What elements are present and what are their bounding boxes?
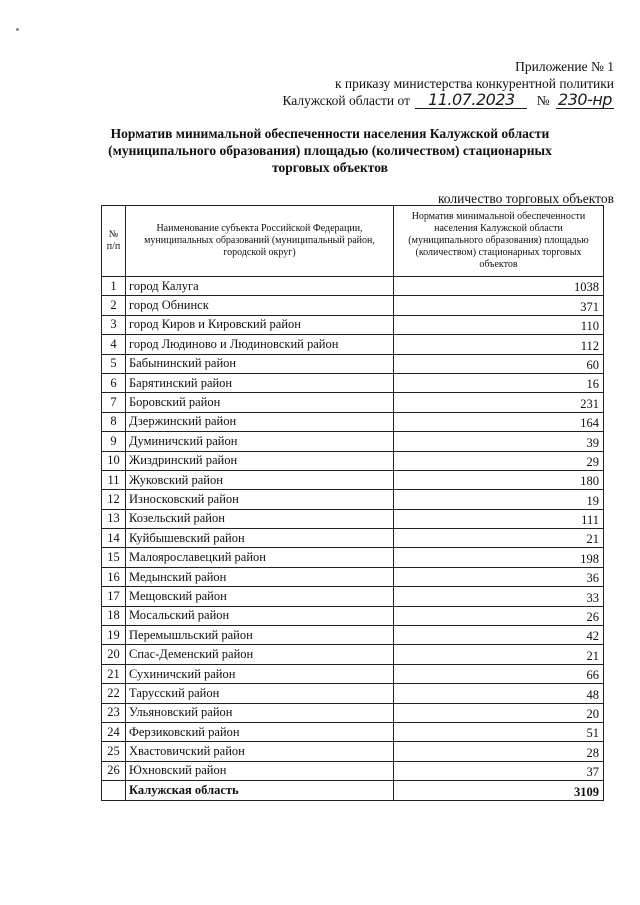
order-number: 230-нр [556,92,614,109]
row-name: Думиничский район [126,432,394,451]
table-row [102,587,604,606]
row-name: Мосальский район [126,606,394,625]
row-value: 66 [394,664,604,683]
table-row [102,432,604,451]
row-number: 16 [102,567,126,586]
row-number: 2 [102,296,126,315]
row-value: 42 [394,626,604,645]
row-name: Ферзиковский район [126,722,394,741]
table-row [102,354,604,373]
row-name: Перемышльский район [126,626,394,645]
row-name: Барятинский район [126,373,394,392]
row-value: 29 [394,451,604,470]
table-body [102,277,604,801]
row-value: 37 [394,761,604,780]
table-row [102,393,604,412]
row-name: Износковский район [126,490,394,509]
col-header-name: Наименование субъекта Российской Федерации, муниципальных образований (муниципальный район, городской округ) [126,206,394,277]
row-value: 39 [394,432,604,451]
row-value: 33 [394,587,604,606]
norms-table [101,205,604,801]
row-number: 20 [102,645,126,664]
row-number: 6 [102,373,126,392]
scan-speck [16,28,19,31]
row-value: 60 [394,354,604,373]
row-value: 21 [394,645,604,664]
row-name: город Людиново и Людиновский район [126,335,394,354]
row-name: Козельский район [126,509,394,528]
row-number: 13 [102,509,126,528]
row-value: 180 [394,470,604,489]
unit-label: количество торговых объектов [437,191,614,206]
table-row [102,470,604,489]
row-name: Куйбышевский район [126,529,394,548]
row-number: 21 [102,664,126,683]
row-number: 7 [102,393,126,412]
table-row [102,664,604,683]
row-name: Жиздринский район [126,451,394,470]
row-number: 10 [102,451,126,470]
table-row [102,277,604,296]
order-date-line [282,92,614,109]
table-row [102,548,604,567]
row-name: Калужская область [126,781,394,800]
table-row [102,373,604,392]
table-row [102,490,604,509]
row-name: Бабынинский район [126,354,394,373]
table-row [102,335,604,354]
row-number: 17 [102,587,126,606]
order-number-label: № [536,93,550,108]
row-value: 112 [394,335,604,354]
table-row [102,761,604,780]
table-total-row [102,781,604,800]
row-value: 3109 [394,781,604,800]
table-row [102,412,604,431]
row-name: Мещовский район [126,587,394,606]
order-reference: к приказу министерства конкурентной политики [334,76,614,91]
table-row [102,315,604,334]
row-name: город Калуга [126,277,394,296]
table-row [102,742,604,761]
table-row [102,606,604,625]
row-name: Спас-Деменский район [126,645,394,664]
row-name: Жуковский район [126,470,394,489]
row-number: 9 [102,432,126,451]
row-value: 111 [394,509,604,528]
row-value: 110 [394,315,604,334]
row-number: 14 [102,529,126,548]
document-title: Норматив минимальной обеспеченности населения Калужской области (муниципального образования) площадью (количеством) стационарных торговых объектов [108,126,552,175]
row-value: 371 [394,296,604,315]
row-value: 36 [394,567,604,586]
order-region-label: Калужской области от [282,93,410,108]
row-name: Сухиничский район [126,664,394,683]
row-number: 3 [102,315,126,334]
row-number: 5 [102,354,126,373]
row-name: город Киров и Кировский район [126,315,394,334]
row-number: 24 [102,722,126,741]
row-name: Юхновский район [126,761,394,780]
row-number: 11 [102,470,126,489]
col-header-norm: Норматив минимальной обеспеченности населения Калужской области (муниципального образования) площадью (количеством) стационарных торговых объектов [394,206,604,277]
row-name: Медынский район [126,567,394,586]
row-number: 23 [102,703,126,722]
table-row [102,509,604,528]
row-number: 1 [102,277,126,296]
row-value: 26 [394,606,604,625]
row-name: Малоярославецкий район [126,548,394,567]
table-row [102,567,604,586]
row-name: город Обнинск [126,296,394,315]
row-value: 48 [394,684,604,703]
col-header-number: № п/п [102,206,126,277]
table-row [102,645,604,664]
row-number [102,781,126,800]
row-value: 20 [394,703,604,722]
row-number: 18 [102,606,126,625]
row-value: 21 [394,529,604,548]
table-row [102,703,604,722]
row-number: 4 [102,335,126,354]
row-number: 12 [102,490,126,509]
row-value: 28 [394,742,604,761]
row-name: Тарусский район [126,684,394,703]
row-number: 8 [102,412,126,431]
row-name: Боровский район [126,393,394,412]
row-value: 19 [394,490,604,509]
row-value: 16 [394,373,604,392]
row-number: 19 [102,626,126,645]
row-number: 25 [102,742,126,761]
row-value: 1038 [394,277,604,296]
table-row [102,296,604,315]
row-number: 15 [102,548,126,567]
table-row [102,626,604,645]
table-row [102,451,604,470]
table-header-row [102,206,604,277]
table-row [102,684,604,703]
row-number: 22 [102,684,126,703]
row-name: Хвастовичский район [126,742,394,761]
row-value: 51 [394,722,604,741]
appendix-header [282,58,614,109]
appendix-label: Приложение № 1 [515,59,614,74]
row-name: Дзержинский район [126,412,394,431]
table-row [102,529,604,548]
row-value: 198 [394,548,604,567]
row-value: 231 [394,393,604,412]
order-date: 11.07.2023 [415,92,527,109]
row-name: Ульяновский район [126,703,394,722]
row-number: 26 [102,761,126,780]
row-value: 164 [394,412,604,431]
table-row [102,722,604,741]
